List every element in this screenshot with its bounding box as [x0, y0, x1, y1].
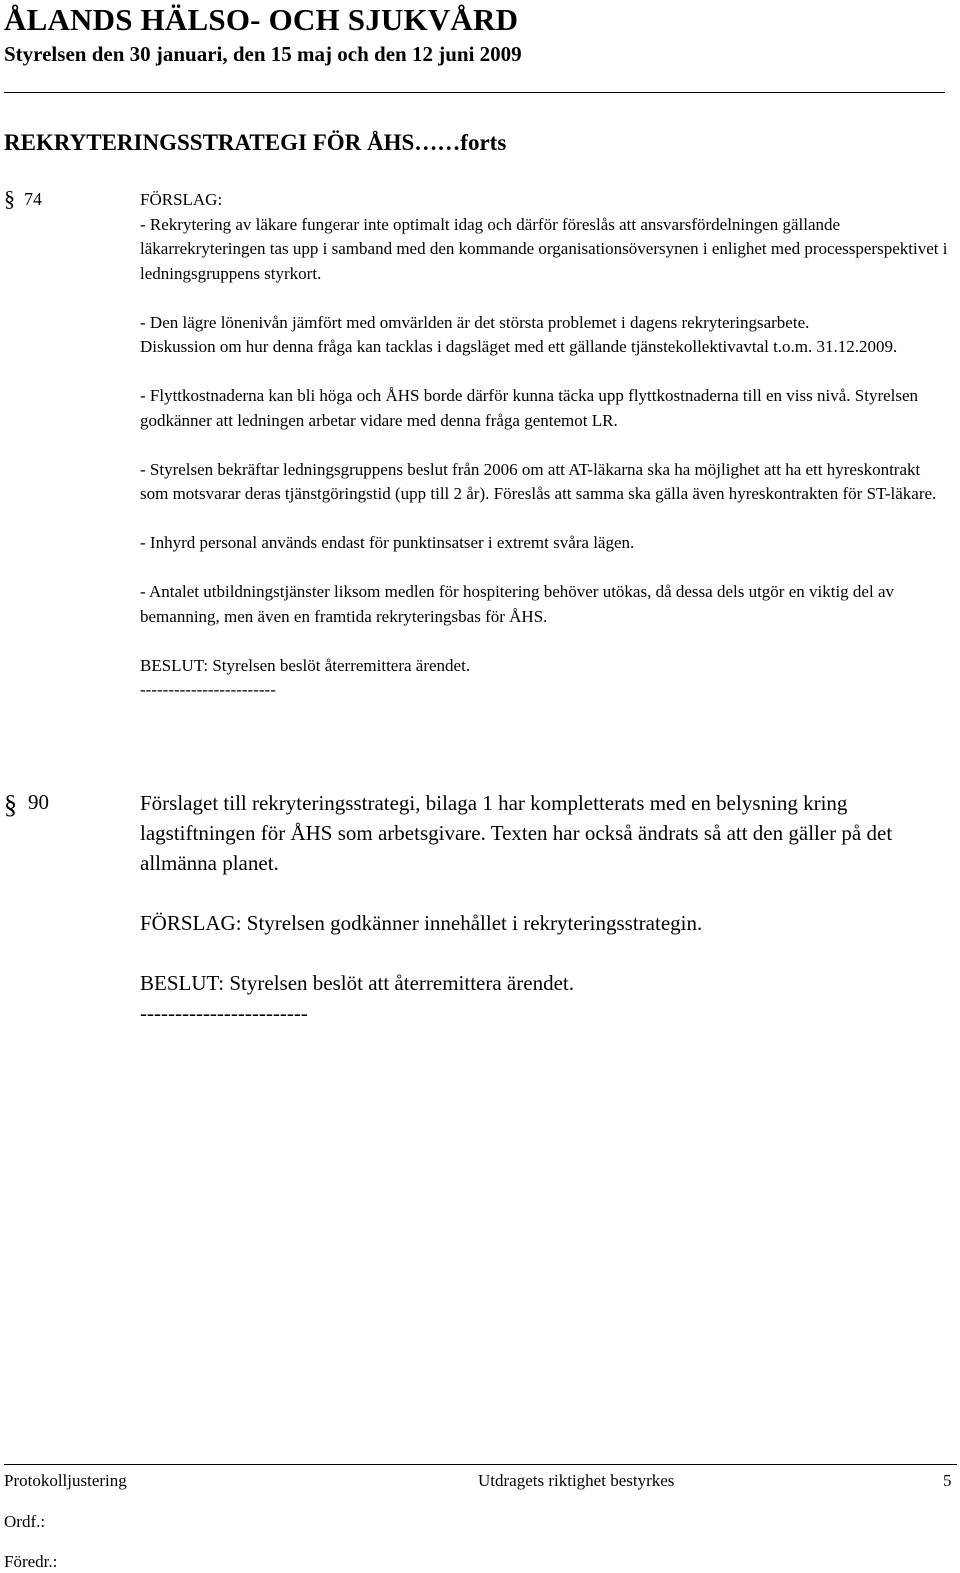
item-74-paragraph-2a: - Den lägre lönenivån jämfört med omvärlden är det största problemet i dagens rekryteringsarbete.: [140, 312, 810, 332]
paragraph-sign: §: [4, 790, 17, 819]
item-90-separator: ------------------------: [140, 1001, 308, 1025]
item-74-paragraph-5: - Inhyrd personal används endast för punktinsatser i extremt svåra lägen.: [140, 533, 635, 552]
item-number: 74: [24, 189, 42, 209]
proposal-label: FÖRSLAG:: [140, 190, 223, 209]
item-74-paragraph-6: - Antalet utbildningstjänster liksom medlen för hospitering behöver utökas, då dessa dels utgör en viktig del av bemanning, men även en framtida rekryteringsbas för ÅHS.: [140, 582, 894, 626]
item-90-decision: BESLUT: Styrelsen beslöt att återremittera ärendet.: [140, 971, 574, 995]
paragraph-sign: §: [4, 186, 15, 211]
item-74-paragraph-1: - Rekrytering av läkare fungerar inte optimalt idag och därför föreslås att ansvarsfördelningen gällande läkarrekryteringen tas upp i samband med den kommande organisationsöversynen i enlighet med processperspektivet i ledningsgruppens styrkort.: [140, 214, 948, 283]
item-74-decision: BESLUT: Styrelsen beslöt återremittera ärendet.: [140, 655, 471, 675]
item-74-body: [140, 188, 950, 703]
meeting-dates: Styrelsen den 30 januari, den 15 maj och den 12 juni 2009: [4, 42, 522, 66]
footer-chair-label: Ordf.:: [4, 1512, 46, 1531]
header-divider: [4, 92, 945, 93]
footer-divider: [4, 1464, 957, 1465]
item-90-text: Förslaget till rekryteringsstrategi, bilaga 1 har kompletterats med en belysning kring lagstiftningen för ÅHS som arbetsgivare. Texten har också ändrats så att den gäller på det allmänna planet.: [140, 791, 893, 875]
item-74-separator: ------------------------: [140, 680, 276, 699]
item-number: 90: [28, 790, 49, 814]
page-number: 5: [943, 1471, 952, 1490]
footer-certified: Utdragets riktighet bestyrkes: [478, 1471, 675, 1490]
organization-title: ÅLANDS HÄLSO- OCH SJUKVÅRD: [4, 2, 519, 37]
footer-protocol-check: Protokolljustering: [4, 1471, 127, 1490]
item-90-proposal: FÖRSLAG: Styrelsen godkänner innehållet i rekryteringsstrategin.: [140, 911, 703, 935]
item-74-paragraph-4: - Styrelsen bekräftar ledningsgruppens beslut från 2006 om att AT-läkarna ska ha möjlighet att ha ett hyreskontrakt som motsvarar deras tjänstgöringstid (upp till 2 år). Föreslås att samma ska gälla även hyreskontrakten för ST-läkare.: [140, 459, 937, 503]
item-74-paragraph-2b: Diskussion om hur denna fråga kan tacklas i dagsläget med ett gällande tjänstekollektivavtal t.o.m. 31.12.2009.: [140, 337, 898, 356]
item-74-paragraph-3: - Flyttkostnaderna kan bli höga och ÅHS borde därför kunna täcka upp flyttkostnaderna till en viss nivå. Styrelsen godkänner att ledningen arbetar vidare med denna fråga gentemot LR.: [140, 386, 919, 430]
item-90-body: [140, 788, 950, 1028]
footer-presenter-label: Föredr.:: [4, 1552, 58, 1571]
section-title: REKRYTERINGSSTRATEGI FÖR ÅHS……forts: [4, 130, 507, 155]
